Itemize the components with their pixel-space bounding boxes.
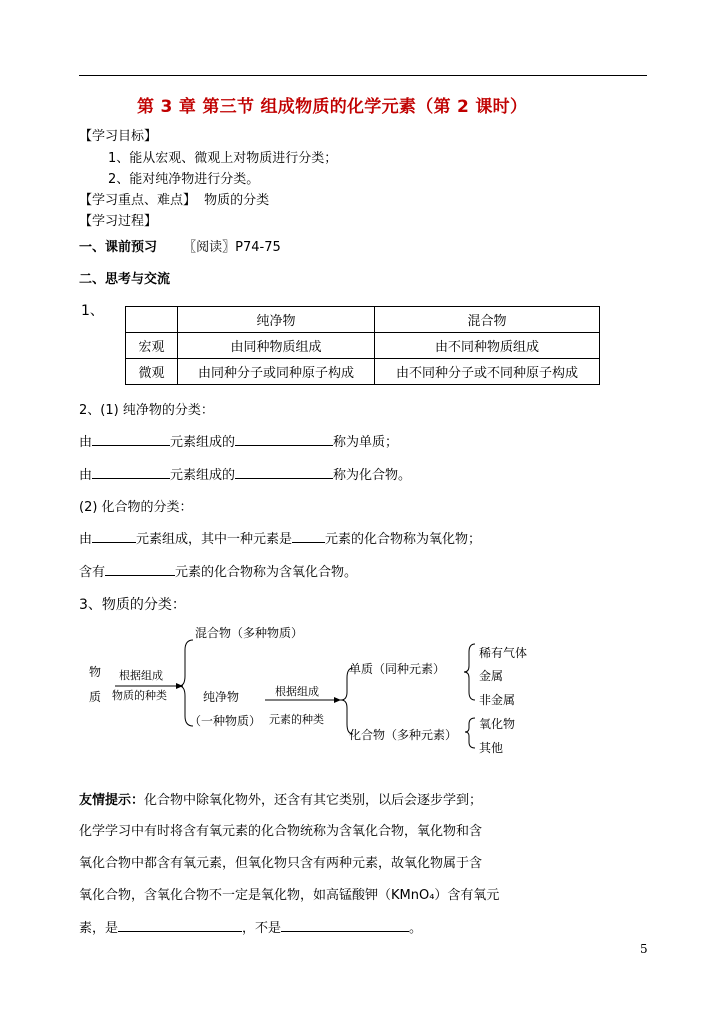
table-row bbox=[126, 333, 600, 359]
q2-heading: 2、(1) 纯净物的分类： bbox=[79, 403, 214, 418]
diagram-mixture: 混合物（多种物质） bbox=[195, 626, 304, 640]
diagram-element-type: 非金属 bbox=[479, 693, 516, 707]
section1-title: 一、课前预习 bbox=[79, 240, 158, 255]
tip-label: 友情提示： bbox=[79, 793, 145, 808]
text-fragment: 称为单质； bbox=[333, 435, 399, 450]
table-header-cell: 纯净物 bbox=[178, 307, 375, 333]
q3-heading: 3、物质的分类： bbox=[79, 597, 186, 613]
diagram-pure-2: （一种物质） bbox=[189, 714, 262, 728]
tip-line-1 bbox=[79, 789, 482, 808]
diagram-compound: 化合物（多种元素） bbox=[349, 728, 458, 742]
text-fragment: 。 bbox=[409, 921, 423, 936]
answer-blank[interactable] bbox=[235, 465, 333, 479]
diagram-root-2: 质 bbox=[89, 690, 102, 704]
diagram-criterion2-2: 元素的种类 bbox=[269, 713, 324, 726]
text-fragment: 元素的化合物称为含氧化合物。 bbox=[175, 565, 358, 580]
tip-line-4: 氧化合物，含氧化合物不一定是氧化物，如高锰酸钾（KMnO₄）含有氧元 bbox=[79, 888, 500, 903]
page-number: 5 bbox=[640, 942, 648, 956]
text-fragment: 由 bbox=[79, 532, 93, 547]
text-fragment: 称为化合物。 bbox=[333, 468, 412, 483]
key-points-text: 物质的分类 bbox=[204, 193, 270, 208]
brace bbox=[341, 668, 353, 734]
section1-reading: 〖阅读〗P74-75 bbox=[183, 240, 281, 255]
table-cell: 宏观 bbox=[126, 333, 178, 359]
key-points-heading: 【学习重点、难点】 bbox=[79, 193, 197, 208]
objective-item-1: 1、能从宏观、微观上对物质进行分类； bbox=[108, 151, 338, 166]
answer-blank[interactable] bbox=[92, 465, 170, 479]
answer-blank[interactable] bbox=[105, 562, 175, 576]
diagram-compound-type: 氧化物 bbox=[479, 717, 516, 731]
q2-line3 bbox=[79, 528, 481, 547]
q2-line2 bbox=[79, 464, 411, 483]
top-rule bbox=[79, 75, 647, 76]
table-cell: 由不同种分子或不同种原子构成 bbox=[375, 359, 600, 385]
section1 bbox=[79, 236, 281, 255]
table-header-row bbox=[126, 307, 600, 333]
answer-blank[interactable] bbox=[118, 918, 242, 932]
text-fragment: 由 bbox=[79, 435, 93, 450]
answer-blank[interactable] bbox=[92, 432, 170, 446]
diagram-criterion1-1: 根据组成 bbox=[119, 669, 163, 682]
text-fragment: 元素的化合物称为氧化物； bbox=[325, 532, 482, 547]
diagram-criterion2-1: 根据组成 bbox=[275, 685, 319, 698]
q2-line1 bbox=[79, 431, 398, 450]
table-row bbox=[126, 359, 600, 385]
key-points bbox=[79, 189, 269, 208]
diagram-element-type: 稀有气体 bbox=[479, 646, 528, 660]
objectives-heading: 【学习目标】 bbox=[79, 129, 158, 144]
comparison-table bbox=[125, 306, 600, 385]
table-cell: 由不同种物质组成 bbox=[375, 333, 600, 359]
page-title: 第 3 章 第三节 组成物质的化学元素（第 2 课时） bbox=[137, 97, 528, 117]
section2-title: 二、思考与交流 bbox=[79, 272, 171, 287]
brace bbox=[465, 718, 475, 748]
answer-blank[interactable] bbox=[281, 918, 409, 932]
q2-sub2-heading: (2) 化合物的分类： bbox=[79, 500, 193, 515]
objective-item-2: 2、能对纯净物进行分类。 bbox=[108, 172, 260, 187]
diagram-pure-1: 纯净物 bbox=[203, 690, 240, 704]
text-fragment: 含有 bbox=[79, 565, 106, 580]
table-cell: 由同种分子或同种原子构成 bbox=[178, 359, 375, 385]
answer-blank[interactable] bbox=[292, 529, 325, 543]
table-header-cell bbox=[126, 307, 178, 333]
answer-blank[interactable] bbox=[92, 529, 136, 543]
table-cell: 微观 bbox=[126, 359, 178, 385]
text-fragment: ，不是 bbox=[242, 921, 282, 936]
tip-line-5 bbox=[79, 917, 422, 936]
tip-line-3: 氧化合物中都含有氧元素，但氧化物只含有两种元素，故氧化物属于含 bbox=[79, 856, 483, 871]
table-header-cell: 混合物 bbox=[375, 307, 600, 333]
diagram-element-type: 金属 bbox=[479, 669, 504, 683]
diagram-element: 单质（同种元素） bbox=[349, 662, 446, 676]
diagram-criterion1-2: 物质的种类 bbox=[112, 689, 167, 702]
q2-line4 bbox=[79, 561, 357, 580]
tip-text: 化合物中除氧化物外，还含有其它类别，以后会逐步学到； bbox=[144, 793, 483, 808]
process-heading: 【学习过程】 bbox=[79, 214, 158, 229]
text-fragment: 元素组成的 bbox=[170, 435, 236, 450]
text-fragment: 由 bbox=[79, 468, 93, 483]
diagram-compound-type: 其他 bbox=[479, 741, 504, 755]
brace bbox=[464, 644, 475, 700]
tip-line-2: 化学学习中有时将含有氧元素的化合物统称为含氧化合物，氧化物和含 bbox=[79, 824, 483, 839]
answer-blank[interactable] bbox=[235, 432, 333, 446]
table-cell: 由同种物质组成 bbox=[178, 333, 375, 359]
classification-diagram bbox=[79, 620, 549, 760]
text-fragment: 元素组成，其中一种元素是 bbox=[136, 532, 293, 547]
text-fragment: 元素组成的 bbox=[170, 468, 236, 483]
diagram-root-1: 物 bbox=[89, 665, 102, 679]
text-fragment: 素，是 bbox=[79, 921, 119, 936]
q1-number: 1、 bbox=[81, 303, 104, 319]
